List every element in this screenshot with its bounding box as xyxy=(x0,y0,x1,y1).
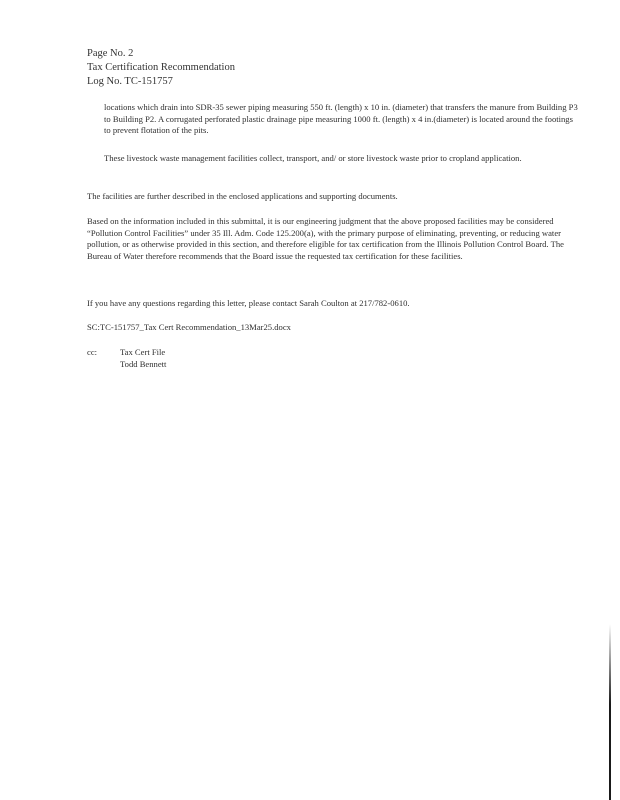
paragraph-waste-facilities: These livestock waste management facilities collect, transport, and/ or store livestock waste prior to cropland application. xyxy=(104,153,522,163)
log-number: Log No. TC-151757 xyxy=(87,76,173,87)
file-reference: SC:TC-151757_Tax Cert Recommendation_13Mar25.docx xyxy=(87,322,291,332)
cc-recipient: Todd Bennett xyxy=(120,358,167,369)
paragraph-engineering-judgment: Based on the information included in this submittal, it is our engineering judgment that the above proposed facilities may be considered “Pollution Control Facilities” under 35 Ill. Adm. Code 125.200(a), with the primary purpose of eliminating, preventing, or reducing water pollution, or as otherwise provided in this section, and therefore eligible for tax certification from the Illinois Pollution Control Board. The Bureau of Water therefore recommends that the Board issue the requested tax certification for these facilities. xyxy=(87,216,564,261)
cc-recipient: Tax Cert File xyxy=(120,347,166,357)
paragraph-contact: If you have any questions regarding this letter, please contact Sarah Coulton at 217/782-0610. xyxy=(87,298,410,308)
page-number: Page No. 2 xyxy=(87,48,134,59)
paragraph-enclosed-documents: The facilities are further described in the enclosed applications and supporting documents. xyxy=(87,191,398,201)
cc-recipient-list xyxy=(120,347,166,370)
cc-label: cc: xyxy=(87,347,98,357)
document-title: Tax Certification Recommendation xyxy=(87,62,235,73)
paragraph-pipe-description: locations which drain into SDR-35 sewer piping measuring 550 ft. (length) x 10 in. (diameter) that transfers the manure from Building P3 to Building P2. A corrugated perforated plastic drainage pipe measuring 1000 ft. (length) x 4 in.(diameter) is located around the footings to prevent flotation of the pits. xyxy=(104,102,578,136)
scan-edge-bar xyxy=(609,0,611,800)
page-header xyxy=(87,47,235,89)
